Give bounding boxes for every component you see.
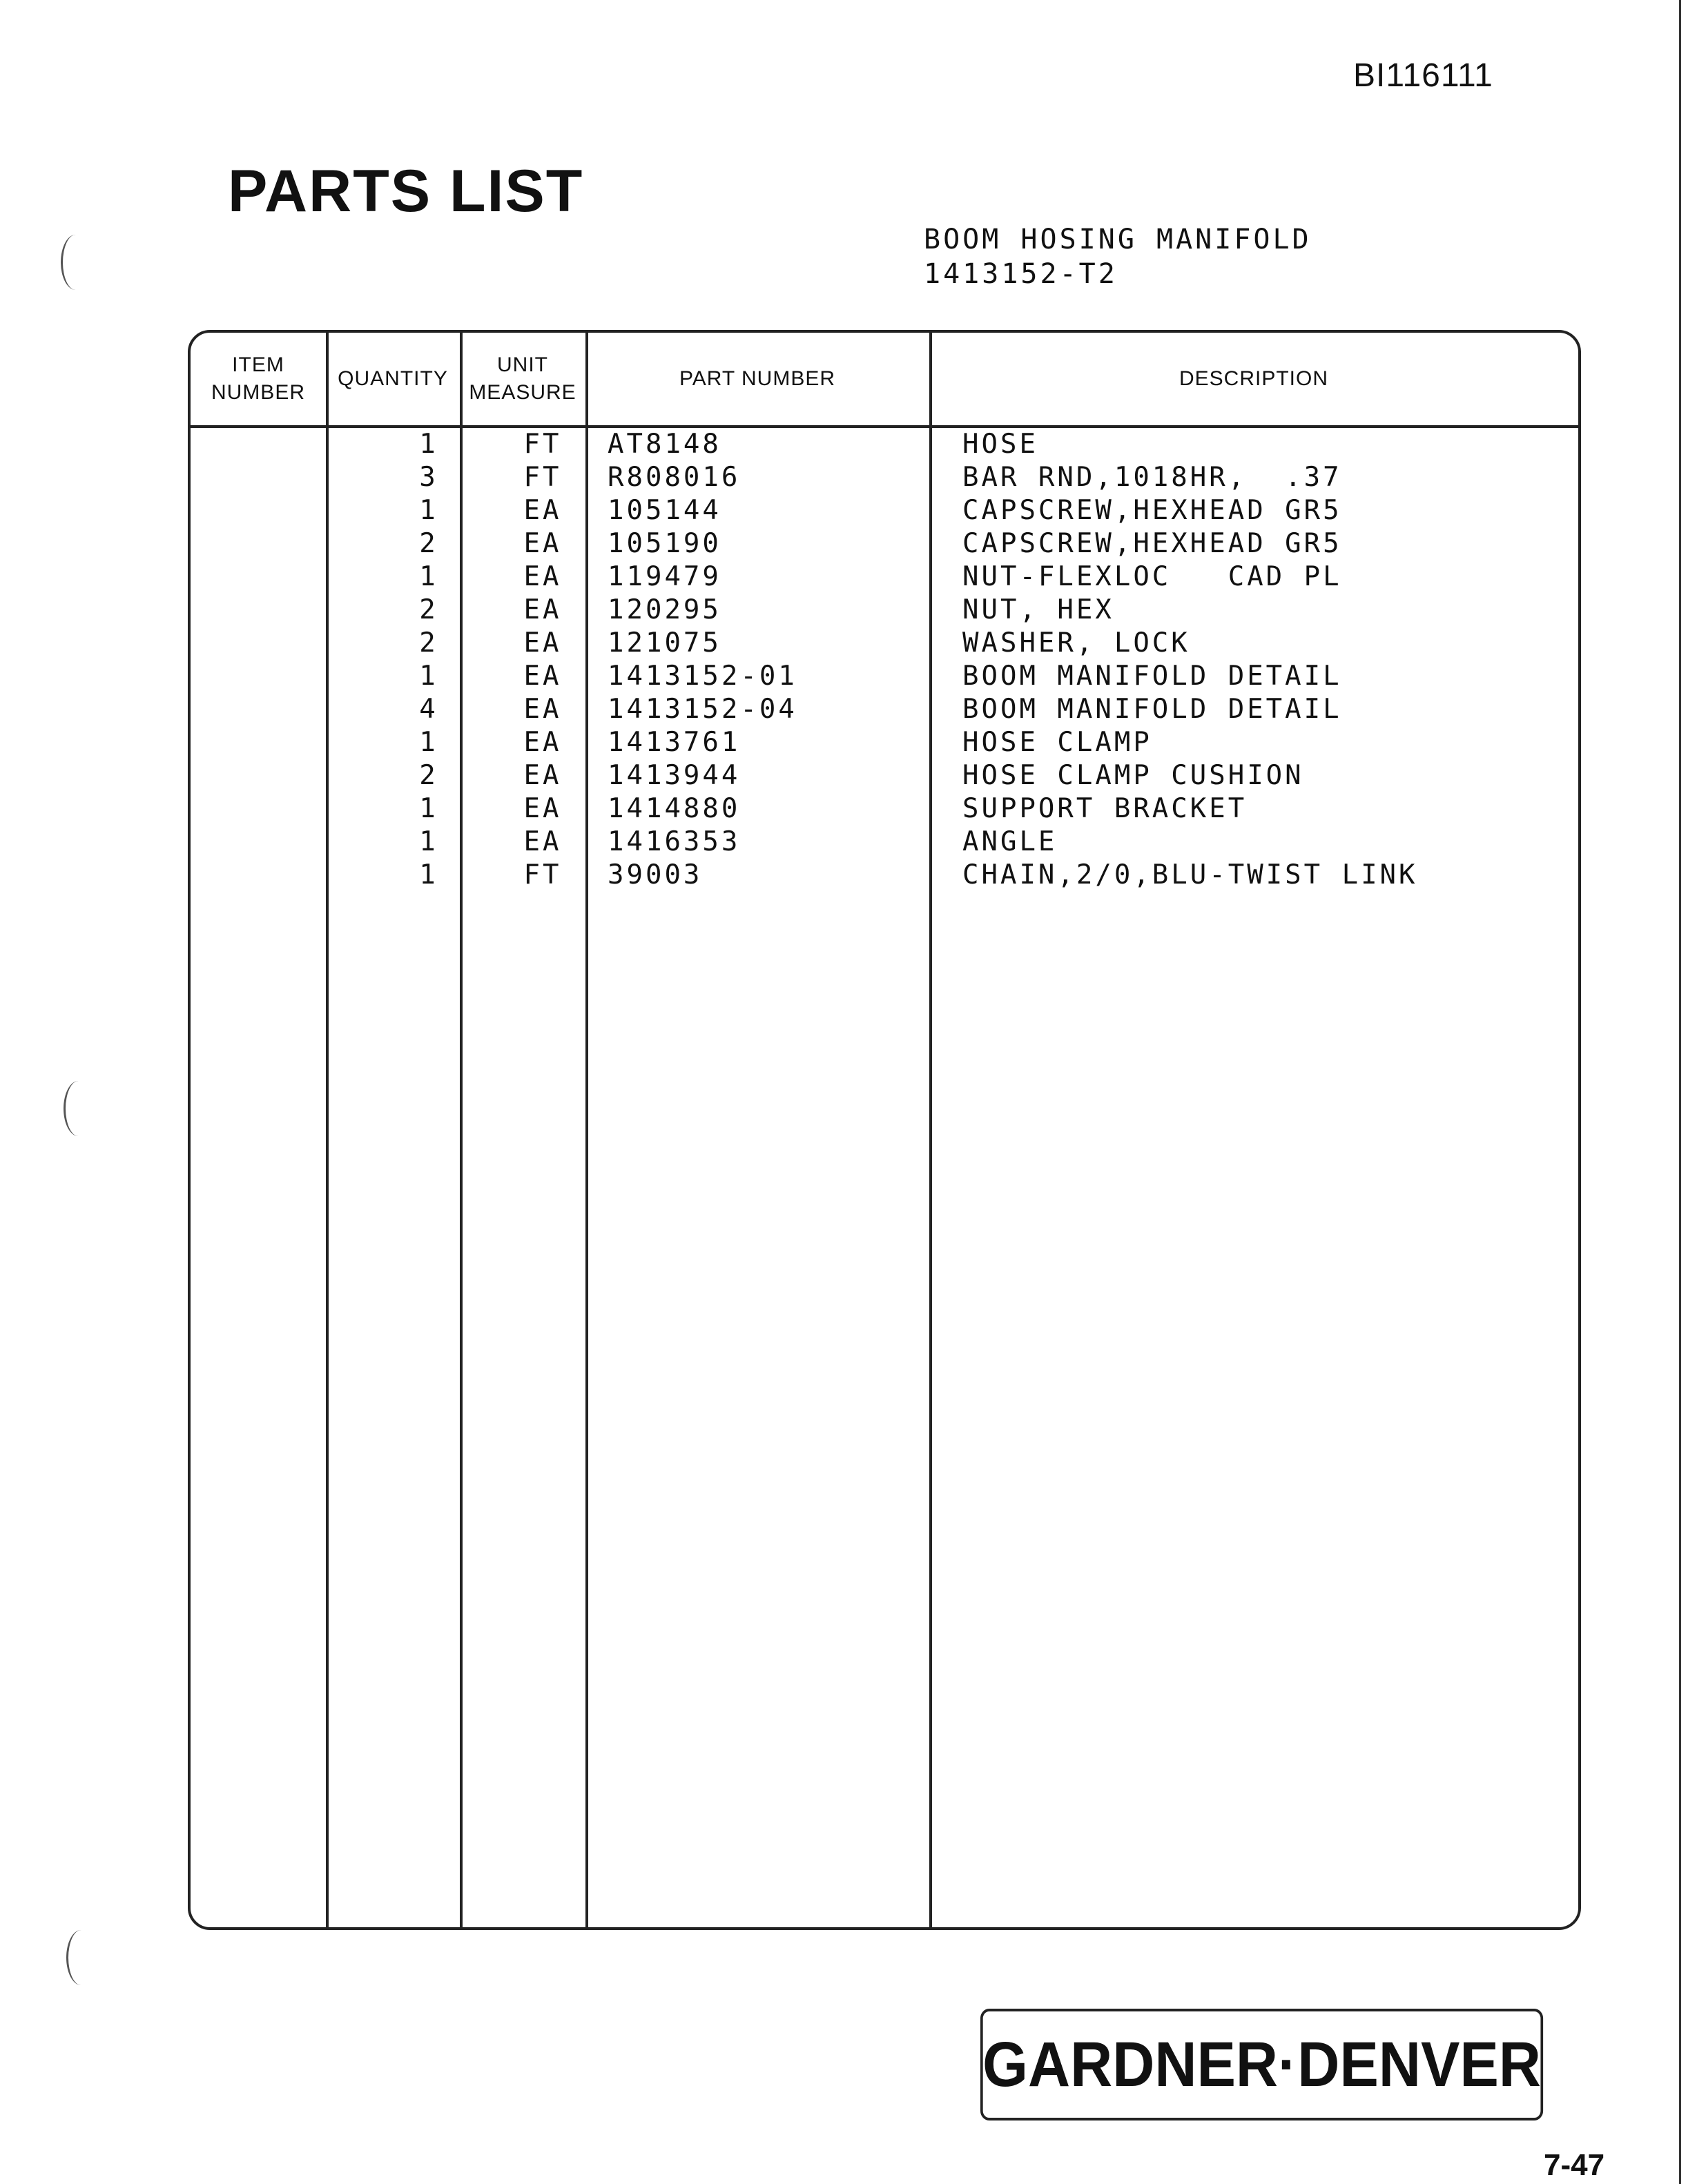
cell-description: BOOM MANIFOLD DETAIL [962,694,1342,725]
cell-description: BOOM MANIFOLD DETAIL [962,661,1342,692]
cell-part-number: 1413152-04 [608,694,797,725]
cell-quantity: 2 [419,760,438,791]
assembly-subtitle [924,222,1312,291]
assembly-number: 1413152-T2 [924,258,1118,290]
cell-description: HOSE [962,429,1038,460]
cell-part-number: 1414880 [608,793,741,824]
table-row [191,693,1578,726]
cell-unit: FT [523,462,562,493]
cell-quantity: 1 [419,561,438,592]
cell-part-number: 105190 [608,528,721,559]
cell-quantity: 1 [419,661,438,692]
cell-unit: EA [523,561,562,592]
cell-quantity: 3 [419,462,438,493]
cell-description: CAPSCREW,HEXHEAD GR5 [962,528,1342,559]
parts-table [188,330,1581,1930]
cell-description: SUPPORT BRACKET [962,793,1248,824]
table-row [191,527,1578,560]
header-item-line1: ITEM [232,353,284,376]
cell-description: NUT-FLEXLOC CAD PL [962,561,1342,592]
cell-unit: FT [523,859,562,890]
cell-description: BAR RND,1018HR, .37 [962,462,1342,493]
cell-quantity: 1 [419,727,438,758]
cell-description: CAPSCREW,HEXHEAD GR5 [962,495,1342,526]
table-row [191,494,1578,527]
cell-quantity: 1 [419,495,438,526]
table-row [191,560,1578,594]
table-row [191,428,1578,461]
cell-description: NUT, HEX [962,594,1114,625]
cell-description: WASHER, LOCK [962,627,1190,659]
cell-quantity: 4 [419,694,438,725]
assembly-name: BOOM HOSING MANIFOLD [924,224,1312,255]
cell-quantity: 1 [419,826,438,857]
cell-unit: EA [523,495,562,526]
table-body [191,428,1578,892]
cell-unit: EA [523,727,562,758]
cell-quantity: 1 [419,793,438,824]
cell-description: ANGLE [962,826,1058,857]
cell-part-number: 120295 [608,594,721,625]
table-row [191,759,1578,792]
header-quantity: QUANTITY [338,367,448,390]
table-row [191,826,1578,859]
page-title: PARTS LIST [228,158,584,224]
cell-part-number: 119479 [608,561,721,592]
cell-part-number: 1413152-01 [608,661,797,692]
cell-part-number: AT8148 [608,429,721,460]
cell-quantity: 1 [419,429,438,460]
header-item-line2: NUMBER [211,381,305,404]
cell-unit: EA [523,793,562,824]
cell-part-number: R808016 [608,462,741,493]
table-row [191,859,1578,892]
cell-part-number: 121075 [608,627,721,659]
header-unit-measure [460,333,585,425]
cell-description: HOSE CLAMP CUSHION [962,760,1304,791]
cell-part-number: 105144 [608,495,721,526]
page-number: 7-47 [1544,2148,1605,2182]
cell-quantity: 2 [419,627,438,659]
document-id: BI116111 [1353,57,1493,94]
cell-quantity: 1 [419,859,438,890]
cell-unit: FT [523,429,562,460]
binder-hole-mark [64,1081,93,1136]
table-row [191,627,1578,660]
cell-description: CHAIN,2/0,BLU-TWIST LINK [962,859,1418,890]
header-item-number [191,333,326,425]
header-unit-line2: MEASURE [469,381,576,404]
cell-description: HOSE CLAMP [962,727,1152,758]
cell-unit: EA [523,627,562,659]
cell-part-number: 1413944 [608,760,741,791]
table-row [191,660,1578,693]
binder-hole-mark [61,235,90,290]
cell-unit: EA [523,760,562,791]
header-description: DESCRIPTION [1179,367,1329,390]
header-unit-line1: UNIT [496,353,548,376]
cell-part-number: 1416353 [608,826,741,857]
gardner-denver-logo: GARDNER·DENVER [980,2009,1543,2120]
cell-unit: EA [523,661,562,692]
table-row [191,594,1578,627]
page-edge-rule [1679,0,1681,2184]
table-row [191,461,1578,494]
cell-unit: EA [523,528,562,559]
cell-part-number: 39003 [608,859,703,890]
cell-part-number: 1413761 [608,727,741,758]
cell-quantity: 2 [419,594,438,625]
cell-quantity: 2 [419,528,438,559]
cell-unit: EA [523,594,562,625]
table-row [191,726,1578,759]
table-row [191,792,1578,826]
cell-unit: EA [523,826,562,857]
binder-hole-mark [66,1930,96,1985]
cell-unit: EA [523,694,562,725]
header-part-number: PART NUMBER [679,367,836,390]
